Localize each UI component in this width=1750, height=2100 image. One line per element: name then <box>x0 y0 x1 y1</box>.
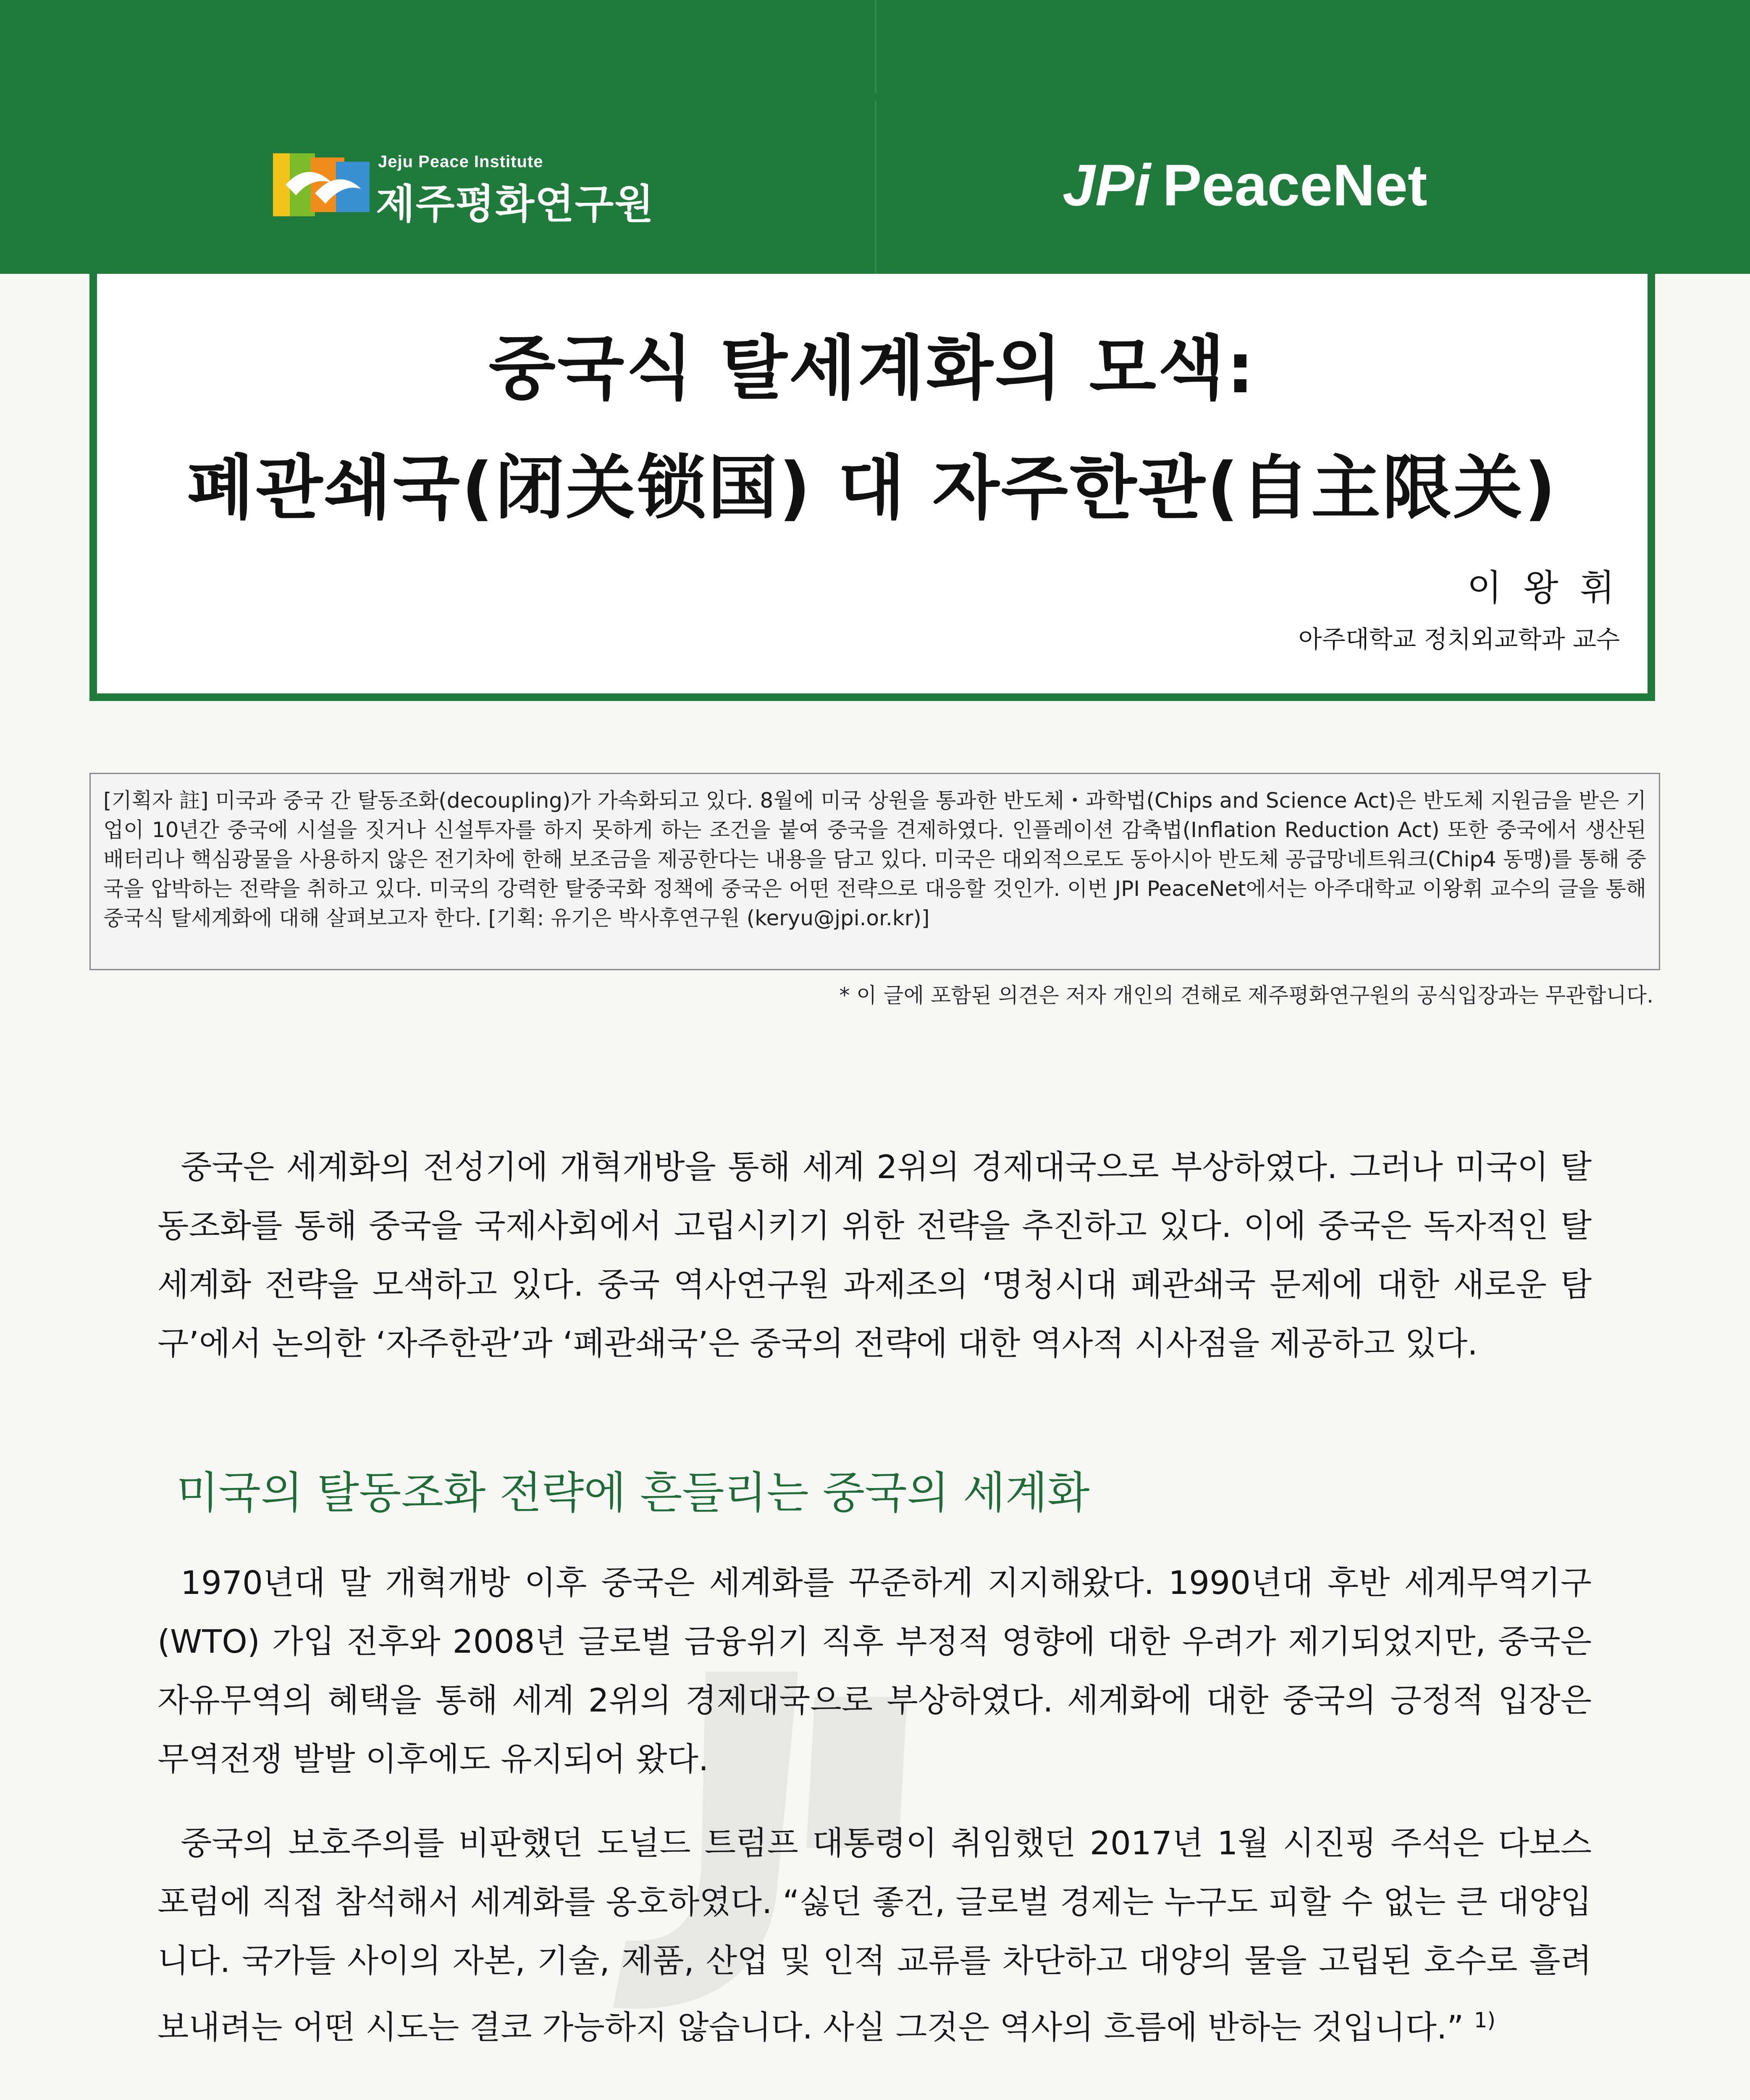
institute-name-korean: 제주평화연구원 <box>376 181 655 228</box>
peacenet-logo <box>1063 151 1427 227</box>
section-heading: 미국의 탈동조화 전략에 흔들리는 중국의 세계화 <box>176 1467 1090 1518</box>
frame-header-divider <box>875 101 876 274</box>
document-title-line-1: 중국식 탈세계화의 모색: <box>488 328 1256 409</box>
disclaimer: * 이 글에 포함된 의견은 저자 개인의 견해로 제주평화연구원의 공식입장과는 무관합니다. <box>839 983 1653 1008</box>
editor-note-text: [기획자 註] 미국과 중국 간 탈동조화(decoupling)가 가속화되고 있다. 8월에 미국 상원을 통과한 반도체・과학법(Chips and Science Act)은 반도체 지원금을 받은 기업이 10년간 중국에 시설을 짓거나 신설투자를 하지 못하게 하는 조건을 붙여 중국을 견제하였다. 인플레이션 감축법(Inflation Reduction Act) 또한 중국에서 생산된 배터리나 핵심광물을 사용하지 않은 전기차에 한해 보조금을 제공한다는 내용을 담고 있다. 미국은 대외적으로도 동아시아 반도체 공급망네트워크(Chip4 동맹)를 통해 중국을 압박하는 전략을 취하고 있다. 미국의 강력한 탈중국화 정책에 중국은 어떤 전략으로 대응할 것인가. 이번 JPI PeaceNet에서는 아주대학교 이왕휘 교수의 글을 통해 중국식 탈세계화에 대해 살펴보고자 한다. [기획: 유기은 박사후연구원 (keryu@jpi.or.kr)] <box>103 788 1646 930</box>
body-paragraph-2: 1970년대 말 개혁개방 이후 중국은 세계화를 꾸준하게 지지해왔다. 1990년대 후반 세계무역기구(WTO) 가입 전후와 2008년 글로벌 금융위기 직후 부정적 영향에 대한 우려가 제기되었지만, 중국은 자유무역의 혜택을 통해 세계 2위의 경제대국으로 부상하였다. 세계화에 대한 중국의 긍정적 입장은 무역전쟁 발발 이후에도 유지되어 왔다. <box>157 1564 1592 1778</box>
body-paragraph-3 <box>157 1814 1592 2058</box>
jpi-logo-mark: JPi <box>1063 152 1151 218</box>
dove-logo-icon <box>273 153 370 216</box>
footnote-reference-1[interactable]: 1) <box>1474 2008 1496 2032</box>
body-paragraph-3-text: 중국의 보호주의를 비판했던 도널드 트럼프 대통령이 취임했던 2017년 1월 시진핑 주석은 다보스 포럼에 직접 참석해서 세계화를 옹호하였다. “싫던 좋건, 글로벌 경제는 누구도 피할 수 없는 큰 대양입니다. 국가들 사이의 자본, 기술, 제품, 산업 및 인적 교류를 차단하고 대양의 물을 고립된 호수로 흘려보내려는 어떤 시도는 결코 가능하지 않습니다. 사실 그것은 역사의 흐름에 반하는 것입니다.” <box>157 1825 1592 2047</box>
author-name: 이 왕 휘 <box>1467 567 1620 609</box>
author-affiliation: 아주대학교 정치외교학과 교수 <box>1298 625 1620 654</box>
document-title-line-2: 폐관쇄국(闭关锁国) 대 자주한관(自主限关) <box>187 448 1558 528</box>
jeju-peace-institute-logo <box>185 136 731 229</box>
peacenet-logo-text: PeaceNet <box>1162 152 1427 218</box>
body-paragraph-1: 중국은 세계화의 전성기에 개혁개방을 통해 세계 2위의 경제대국으로 부상하였다. 그러나 미국이 탈동조화를 통해 중국을 국제사회에서 고립시키기 위한 전략을 추진하고 있다. 이에 중국은 독자적인 탈세계화 전략을 모색하고 있다. 중국 역사연구원 과제조의 ‘명청시대 폐관쇄국 문제에 대한 새로운 탐구’에서 논의한 ‘자주한관’과 ‘폐관쇄국’은 중국의 전략에 대한 역사적 시사점을 제공하고 있다. <box>157 1149 1592 1362</box>
editor-note-box <box>89 773 1660 970</box>
institute-name-english: Jeju Peace Institute <box>378 152 543 171</box>
